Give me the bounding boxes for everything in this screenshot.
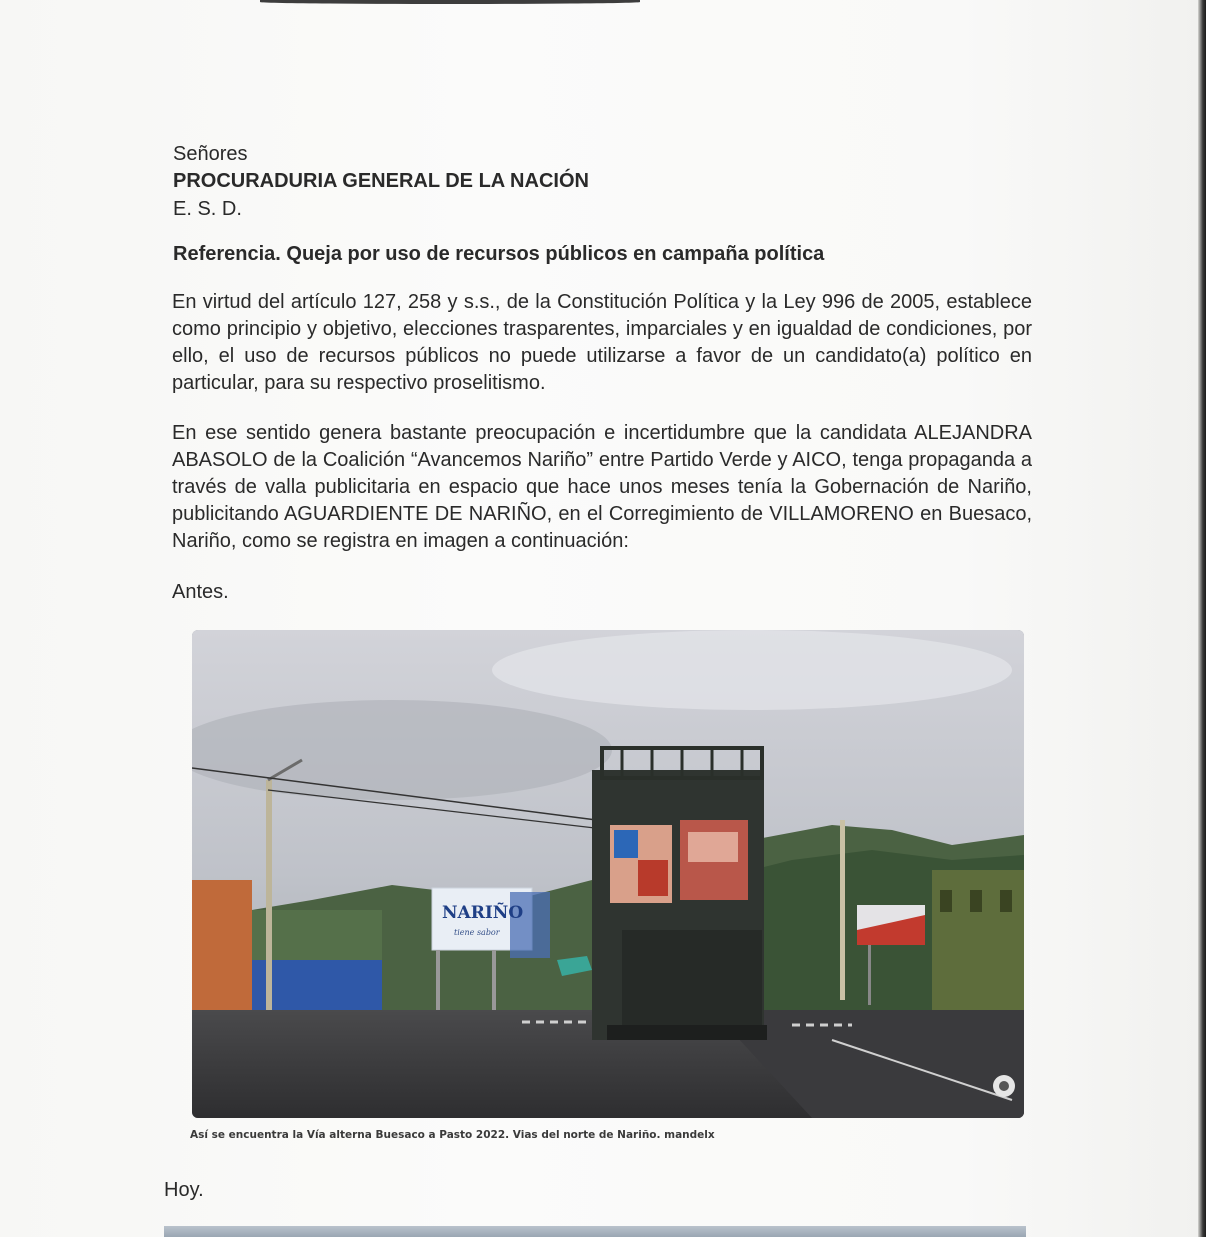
photo-caption: Así se encuentra la Vía alterna Buesaco a Pasto 2022. Vias del norte de Nariño. mandelx (190, 1129, 715, 1141)
paragraph-2: En ese sentido genera bastante preocupación e incertidumbre que la candidata ALEJANDRA ABASOLO de la Coalición “Avancemos Nariño” entre Partido Verde y AICO, tenga propaganda a través de valla publicitaria en espacio que hace unos meses tenía la Gobernación de Nariño, publicitando AGUARDIENTE DE NARIÑO, en el Corregimiento de VILLAMORENO en Buesaco, Nariño, como se registra en imagen a continuación: (172, 422, 1032, 552)
before-label: Antes. (172, 581, 229, 603)
today-label: Hoy. (164, 1179, 204, 1201)
page-edge (1198, 0, 1206, 1237)
billboard-brand: NARIÑO (442, 903, 524, 923)
reference-line: Referencia. Queja por uso de recursos públicos en campaña política (173, 243, 825, 265)
esd-line: E. S. D. (173, 198, 242, 220)
road-photo (192, 630, 1024, 1118)
paragraph-1: En virtud del artículo 127, 258 y s.s., de la Constitución Política y la Ley 996 de 2005, establece como principio y objetivo, elecciones trasparentes, imparciales y en igualdad de condiciones, por ello, el uso de recursos públicos no puede utilizarse a favor de un candidato(a) político en particular, para su respectivo proselitismo. (172, 291, 1032, 394)
next-photo-top-edge (164, 1226, 1026, 1237)
salutation: Señores (173, 143, 248, 165)
scan-shadow (260, 0, 640, 4)
institution-name: PROCURADURIA GENERAL DE LA NACIÓN (173, 170, 589, 192)
billboard-tagline: tiene sabor (454, 928, 500, 937)
